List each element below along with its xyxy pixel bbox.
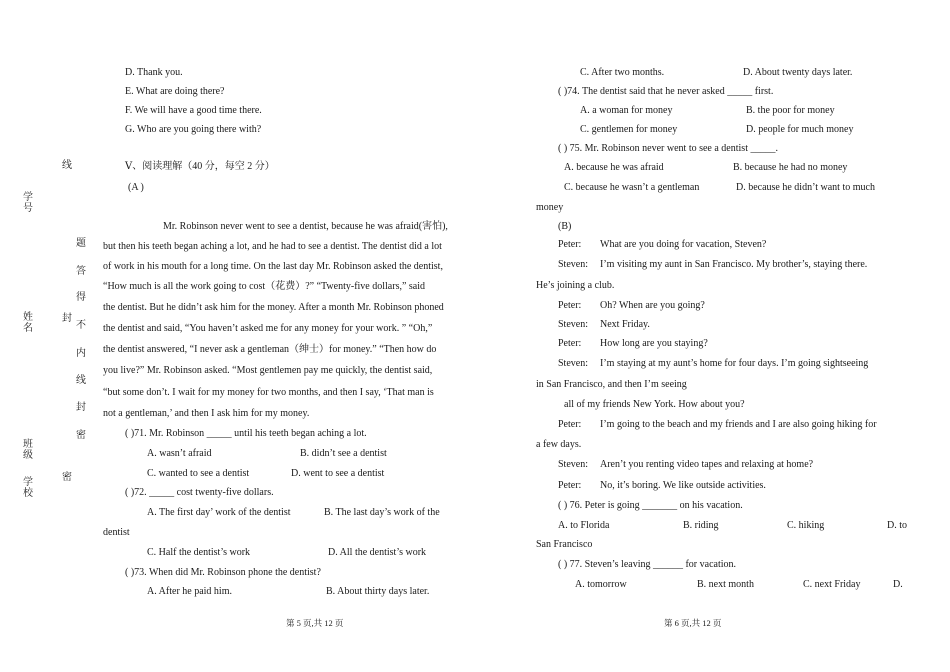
question-75: ( ) 75. Mr. Robinson never went to see a dentist _____. — [558, 143, 778, 154]
passage-line: the dentist and said, “You haven’t asked me for any money for your work. ” “Oh,” — [103, 323, 433, 334]
passage-line: but then his teeth began aching a lot, and he had to see a dentist. The dentist did a lot — [103, 241, 442, 252]
page-footer-right: 第 6 页,共 12 页 — [664, 618, 722, 628]
section-title: Ⅴ、阅读理解（40 分，每空 2 分） — [125, 161, 275, 172]
option-72-b: B. The last day’s work of the — [324, 507, 440, 518]
dialogue-speaker: Steven: — [558, 459, 588, 470]
warning-char: 得 — [76, 292, 86, 303]
dialogue-speaker: Peter: — [558, 419, 582, 430]
passage-line: “but some don’t. I wait for my money for two months, and then I say, ‘That man is — [103, 387, 434, 398]
dialogue-line: He’s joining a club. — [536, 280, 615, 291]
option-73-d: D. About twenty days later. — [743, 67, 853, 78]
option-72-a: A. The first day’ work of the dentist — [147, 507, 291, 518]
option-77-c: C. next Friday — [803, 579, 861, 590]
passage-line: “How much is all the work going to cost（花费）?” “Twenty-five dollars,” said — [103, 281, 426, 292]
option-76-a: A. to Florida — [558, 520, 610, 531]
option-75-a: A. because he was afraid — [564, 162, 664, 173]
warning-char: 题 — [76, 238, 86, 249]
option-74-d: D. people for much money — [746, 124, 854, 135]
option-71-b: B. didn’t see a dentist — [300, 448, 387, 459]
question-77: ( ) 77. Steven’s leaving ______ for vacation. — [558, 559, 737, 570]
option-71-c: C. wanted to see a dentist — [147, 468, 250, 479]
dialogue-text: I’m going to the beach and my friends and I are also going hiking for — [600, 419, 877, 430]
dialogue-line — [558, 318, 650, 331]
warning-char: 线 — [76, 375, 86, 386]
dialogue-line: a few days. — [536, 439, 582, 450]
dialogue-speaker: Peter: — [558, 338, 582, 349]
dialogue-text: What are you doing for vacation, Steven? — [600, 239, 767, 250]
option-75-d: D. because he didn’t want to much — [736, 182, 875, 193]
warning-char: 密 — [76, 430, 86, 441]
margin-label-number: 学 号 — [23, 192, 33, 214]
warning-char: 内 — [76, 348, 86, 359]
passage-line: the dentist answered, “I never ask a gentleman（绅士）for money.” “Then how do — [103, 344, 437, 355]
option-75-c: C. because he wasn’t a gentleman — [564, 182, 700, 193]
option-line: E. What are doing there? — [125, 86, 225, 97]
option-line: F. We will have a good time there. — [125, 105, 262, 116]
option-71-a: A. wasn’t afraid — [147, 448, 212, 459]
passage-line: not a gentleman,’ and then I ask him for my money. — [103, 408, 310, 419]
dialogue-line — [558, 418, 877, 431]
dialogue-text: I’m visiting my aunt in San Francisco. My brother’s, staying there. — [600, 259, 868, 270]
dialogue-speaker: Steven: — [558, 358, 588, 369]
option-72-d: D. All the dentist’s work — [328, 547, 427, 558]
option-75-d-cont: money — [536, 202, 564, 213]
passage-a-label: (A ) — [128, 182, 144, 193]
dialogue-text: Next Friday. — [600, 319, 650, 330]
question-72: ( )72. _____ cost twenty-five dollars. — [125, 487, 274, 498]
option-76-b: B. riding — [683, 520, 719, 531]
dialogue-line — [558, 238, 766, 251]
passage-line: of work in his mouth for a long time. On the last day Mr. Robinson asked the dentist, — [103, 261, 443, 272]
option-76-c: C. hiking — [787, 520, 825, 531]
option-77-d: D. — [893, 579, 903, 590]
dialogue-line — [558, 479, 766, 492]
seal-line-char: 封 — [62, 313, 72, 324]
dialogue-text: I’m staying at my aunt’s home for four days. I’m going sightseeing — [600, 358, 869, 369]
option-75-b: B. because he had no money — [733, 162, 848, 173]
margin-label-school: 学 校 — [23, 477, 33, 499]
option-71-d: D. went to see a dentist — [291, 468, 385, 479]
seal-line-char: 线 — [62, 160, 72, 171]
dialogue-text: Oh? When are you going? — [600, 300, 705, 311]
warning-char: 答 — [76, 266, 86, 277]
dialogue-speaker: Peter: — [558, 480, 582, 491]
question-76: ( ) 76. Peter is going _______ on his vacation. — [558, 500, 743, 511]
question-71: ( )71. Mr. Robinson _____ until his teeth began aching a lot. — [125, 428, 367, 439]
option-72-c: C. Half the dentist’s work — [147, 547, 251, 558]
option-76-d-cont: San Francisco — [536, 539, 593, 550]
warning-char: 不 — [76, 320, 86, 331]
seal-line-char: 密 — [62, 472, 72, 483]
dialogue-text: Aren’t you renting video tapes and relaxing at home? — [600, 459, 814, 470]
dialogue-speaker: Peter: — [558, 239, 582, 250]
dialogue-line: all of my friends New York. How about you? — [564, 399, 745, 410]
option-76-d: D. to — [887, 520, 907, 531]
option-77-b: B. next month — [697, 579, 754, 590]
option-77-a: A. tomorrow — [575, 579, 627, 590]
option-74-b: B. the poor for money — [746, 105, 835, 116]
margin-label-class: 班 级 — [23, 439, 33, 461]
dialogue-line — [558, 258, 867, 271]
dialogue-line — [558, 337, 708, 350]
option-73-b: B. About thirty days later. — [326, 586, 430, 597]
dialogue-speaker: Steven: — [558, 319, 588, 330]
option-73-a: A. After he paid him. — [147, 586, 232, 597]
dialogue-line — [558, 299, 705, 312]
question-74: ( )74. The dentist said that he never asked _____ first. — [558, 86, 774, 97]
margin-label-name: 姓 名 — [23, 312, 33, 334]
dialogue-speaker: Peter: — [558, 300, 582, 311]
dialogue-line — [558, 458, 813, 471]
passage-line: Mr. Robinson never went to see a dentist, because he was afraid(害怕), — [163, 221, 448, 232]
option-73-c: C. After two months. — [580, 67, 665, 78]
option-74-a: A. a woman for money — [580, 105, 673, 116]
passage-line: the dentist. But he didn’t ask him for the money. After a month Mr. Robinson phoned — [103, 302, 444, 313]
option-line: G. Who are you going there with? — [125, 124, 262, 135]
dialogue-line: in San Francisco, and then I’m seeing — [536, 379, 687, 390]
passage-b-label: (B) — [558, 221, 572, 232]
option-72-b-cont: dentist — [103, 527, 130, 538]
warning-char: 封 — [76, 402, 86, 413]
question-73: ( )73. When did Mr. Robinson phone the dentist? — [125, 567, 321, 578]
dialogue-text: How long are you staying? — [600, 338, 708, 349]
passage-line: you live?” Mr. Robinson asked. “Most gentlemen pay me quickly, the dentist said, — [103, 365, 433, 376]
option-74-c: C. gentlemen for money — [580, 124, 678, 135]
dialogue-speaker: Steven: — [558, 259, 588, 270]
page-footer-left: 第 5 页,共 12 页 — [286, 618, 344, 628]
dialogue-line — [558, 357, 868, 370]
dialogue-text: No, it’s boring. We like outside activities. — [600, 480, 766, 491]
option-line: D. Thank you. — [125, 67, 183, 78]
